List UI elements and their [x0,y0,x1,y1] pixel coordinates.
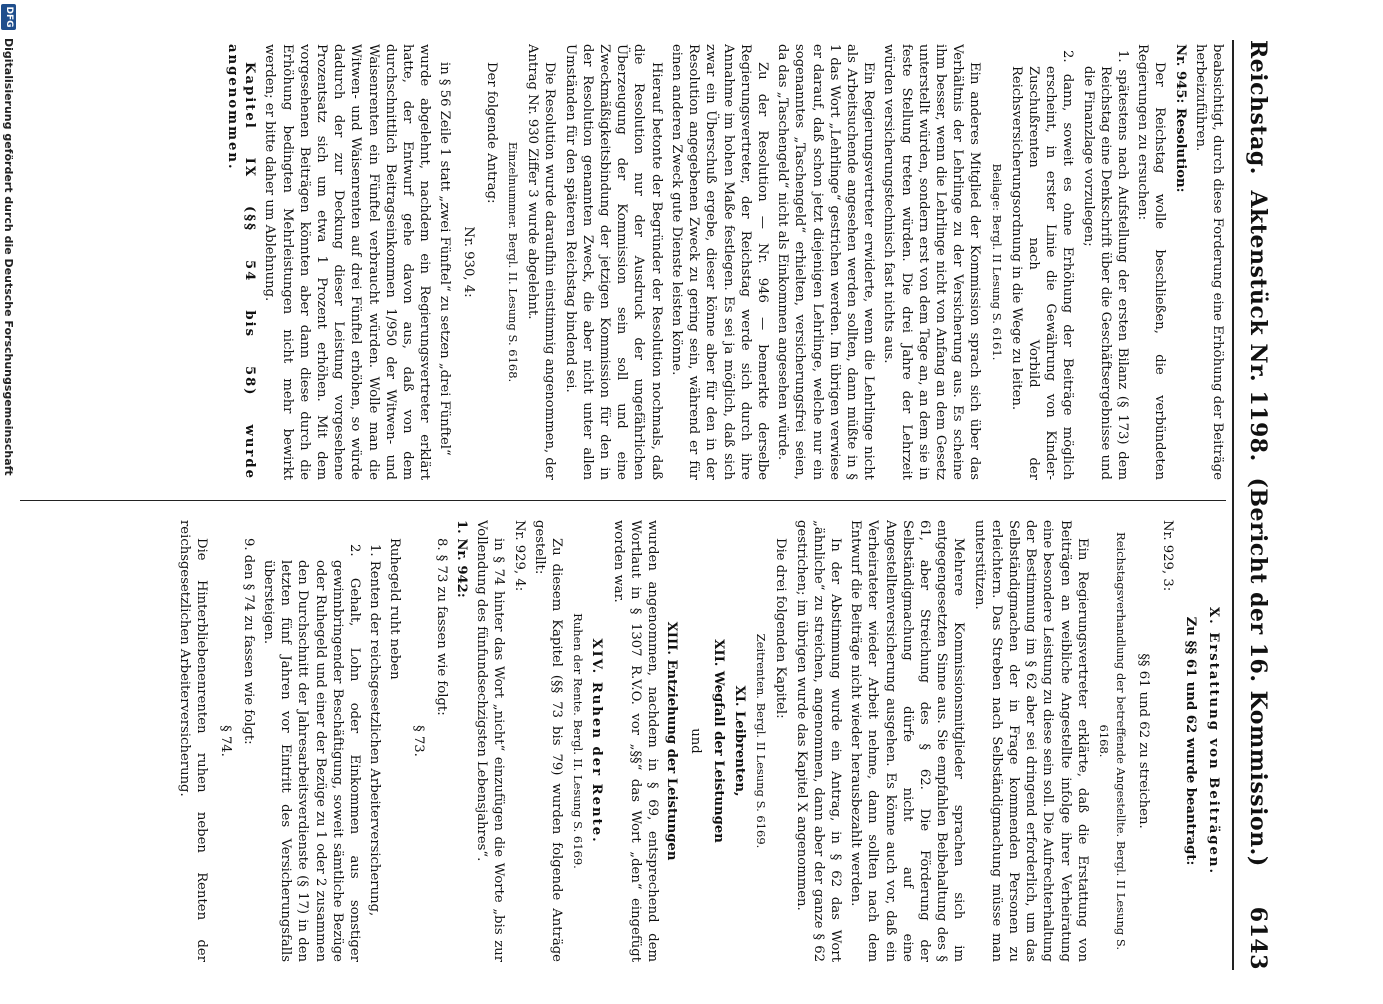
motion-number: Nr. 945: Resolution: [1172,44,1188,193]
list-item: 1. Renten der reichsgesetzlichen Arbeiterversicherung, [367,544,383,917]
section-subtitle: Zu §§ 61 und 62 wurde beantragt: [1182,616,1198,866]
paragraph: wurden angenommen, nachdem in § 69, entsprechend dem Wortlaut in § 1307 R.V.O. vor „§§“ das Wort „den“ eingefügt worden war. [610,520,661,962]
list-item: 2. dann, soweit es ohne Erhöhung der Beiträge möglich erscheint, in erster Linie die Gewährung von Kinder-Zuschußrenten nach Vorbild der Reichsversicherungsordnung in die Wege zu leiten. [1008,50,1076,480]
amendment-text: 8. § 73 zu fassen wie folgt: [433,538,449,716]
amendment-text: in § 74 hinter das Wort „nicht“ einzufügen die Worte „bis zur Vollendung des fünfundsechzigsten Lebensjahres“. [474,520,507,962]
paragraph: Der folgende Antrag: [483,62,499,204]
reference-note: Einzelnummer. Bergl. II. Lesung S. 6168. [506,141,521,383]
header-rule [1232,40,1234,970]
header-left: Reichstag. [1245,40,1271,175]
list-item: 1. spätestens nach Aufstellung der ersten Bilanz (§ 173) dem Reichstag eine Denkschrift über die Geschäftsergebnisse und die Finanzlage vorzulegen; [1080,50,1130,480]
paragraph: wurde abgelehnt, nachdem ein Regierungsvertreter erklärt hatte, der Entwurf gehe davon aus, daß von dem durchschnittlich Beitragseinkommen 1/950 der Witwen- und Waisenrenten ein Fünftel verbraucht würden. Wolle man die Witwen- und Waisenrenten auf drei Fünftel erhöhen, so würde dadurch der zur Deckung dieser Leistung vorgesehene Prozentsatz sich um etwa 1 Prozent erhöhen. Mit dem vorgesehenen Beiträgen könnten aber dann diese durch die Erhöhung bedingten Mehrleistungen nicht mehr bewirkt werden; er bitte daher um Ablehnung. [262,44,433,480]
left-column [20,44,1226,480]
right-column [20,520,1226,962]
reference-note: Reichstagsverhandlung der betreffende Angestellte. Bergl. II Lesung S. 6168. [1096,531,1129,951]
motion-number: Nr. 930, 4: [460,226,476,298]
paragraph: Die Resolution wurde daraufhin einstimmig angenommen, der Antrag Nr. 930 Ziffer 3 wurde abgelehnt. [525,44,558,480]
header-right: (Bericht der 16. Kommission.) [1245,477,1271,867]
paragraph: Der Reichstag wolle beschließen, die verbündeten Regierungen zu ersuchen: [1135,44,1168,480]
reference-note: Beilage: Bergl. II Lesung S. 6161. [989,163,1004,361]
amendment-text: in § 56 Zeile 1 statt „zwei Fünftel“ zu setzen „drei Fünftel“ [437,62,453,456]
paragraph: Zu diesem Kapitel (§§ 73 bis 79) wurden folgende Anträge gestellt: [531,520,565,962]
header-center: Aktenstück Nr. 1198. [1245,190,1271,462]
conjunction: und [687,728,703,754]
section-title: XII. Wegfall der Leistungen [710,639,726,843]
paragraph: beabsichtigt, durch diese Forderung eine Erhöhung der Beiträge herbeizuführen. [1192,44,1225,480]
paragraph-sign: § 74. [217,725,233,757]
paragraph: Ein Regierungsvertreter erwiderte, wenn die Lehrlinge nicht als Arbeitsuchende angesehen werden sollten, dann müßte in § 1 das Wort „Lehrlinge“ gestrichen werden. Im übrigen verwiese er darauf, daß schon jetzt diejenigen Lehrlinge, welche nur ein sogenanntes „Taschengeld“ erhielten, versicherungsfrei seien, da das „Taschengeld“ nicht als Einkommen angesehen würde. [775,44,877,480]
paragraph: Zu der Resolution — Nr. 946 — bemerkte derselbe Regierungsvertreter, der Reichstag werde sich durch ihre Annahme im hohen Maße festlegen. Es sei ja möglich, daß sich zwar ein Überschuß ergebe, dieser könne aber für den in der Resolution angegebenen Zweck zu gering sein, während er für einen anderen Zweck gute Dienste leisten könne. [668,44,770,480]
motion-number: Nr. 929, 3: [1159,520,1175,592]
section-title: XI. Leibrenten, [731,685,747,797]
amendment-text: Die Hinterbliebenenrenten ruhen neben Renten der reichsgesetzlichen Arbeiterversicherung. [177,520,210,962]
reference-note: Ruhen der Rente. Bergl. II. Lesung S. 6169. [571,613,586,869]
amendment-text: 9. den § 74 zu fassen wie folgt: [240,538,256,745]
page-header [1238,40,1278,970]
paragraph: Mehrere Kommissionsmitglieder sprachen sich im entgegengesetzten Sinne aus. Sie empfahlen Beibehaltung des § 61, aber Streichung des § 62. Die Förderung der Selbständigmachung dürfe nicht auf eine Angestelltenversicherung ausgehen. Es könne auch vor, daß ein Verheirateter wieder Arbeit nehme, dann sollten nach dem Entwurf die Beiträge nicht wieder herausbezahlt werden. [848,520,967,962]
paragraph: Ein Regierungsvertreter erklärte, daß die Erstattung von Beiträgen an weibliche Angestellte infolge ihrer Verheiratung eine besondere Leistung zu diese sein soll. Die Aufrechterhaltung der Bestimmung im § 62 aber sei dringend erforderlich, um das Selbständigmachen der in Frage kommenden Personen zu erleichtern. Das Streben nach Selbständigmachung müsse man unterstützen. [971,520,1090,962]
amendment-text: §§ 61 und 62 zu streichen. [1136,653,1152,829]
motion-number: 1. Nr. 942: [454,520,470,598]
column-divider [20,500,1226,501]
paragraph: Die drei folgenden Kapitel: [773,538,789,719]
list-item: 2. Gehalt, Lohn oder Einkommen aus sonstiger gewinnbringender Beschäftigung, soweit sämtliche Bezüge oder Ruhegeld und einer der Bezüge zu 1 oder 2 zusammen den Durchschnitt der Jahresarbeitsverdienste (§ 17) in den letzten fünf Jahren vor Eintritt des Versicherungsfalls übersteigen. [261,544,363,962]
digitization-footer [0,0,18,1004]
section-title: X. Erstattung von Beiträgen. [1206,606,1221,876]
paragraph: Hierauf betonte der Begründer der Resolution nochmals, daß die Resolution nur der Ausdruck der ungefährlichen Überzeugung der Kommission sein soll und eine Zweckmäßigkeitsbindung der jetzigen Kommission für den in der Resolution genannten Zweck, die aber nicht unter allen Umständen für den späteren Reichstag bindend sei. [562,44,664,480]
paragraph: Ein anderes Mitglied der Kommission sprach sich über das Verhältnis der Lehrlinge zu der Versicherung aus. Es scheine ihm besser, wenn die Lehrlinge nicht von Anfang an dem Gesetz unterstellt würden, sondern erst von dem Tage an, an dem sie in feste Stellung treten würden. Die drei Jahre der Lehrzeit würden versicherungstechnisch fast nichts aus. [881,44,983,480]
paragraph: In der Abstimmung wurde ein Antrag, in § 62 das Wort „ähnliche“ zu streichen, angenommen, dann aber der ganze § 62 gestrichen; im übrigen wurde das Kapitel X angenommen. [793,520,843,962]
dfg-logo: DFG [2,4,17,30]
paragraph: Kapitel IX (§§ 54 bis 58) wurde angenommen. [225,44,258,480]
page-number: 6143 [1245,906,1271,970]
paragraph-sign: § 73. [410,725,426,757]
section-title: XIV. Ruhen der Rente. [589,638,605,844]
amendment-text: Ruhegeld ruht neben [387,538,403,680]
motion-number: Nr. 929, 4: [511,520,527,592]
footer-text: Digitalisierung gefördert durch die Deutsche Forschungsgemeinschaft [2,38,16,476]
section-title: XIII. Entziehung der Leistungen [664,621,680,861]
reference-note: Zeitrenten. Bergl. II Lesung S. 6169. [754,633,769,849]
